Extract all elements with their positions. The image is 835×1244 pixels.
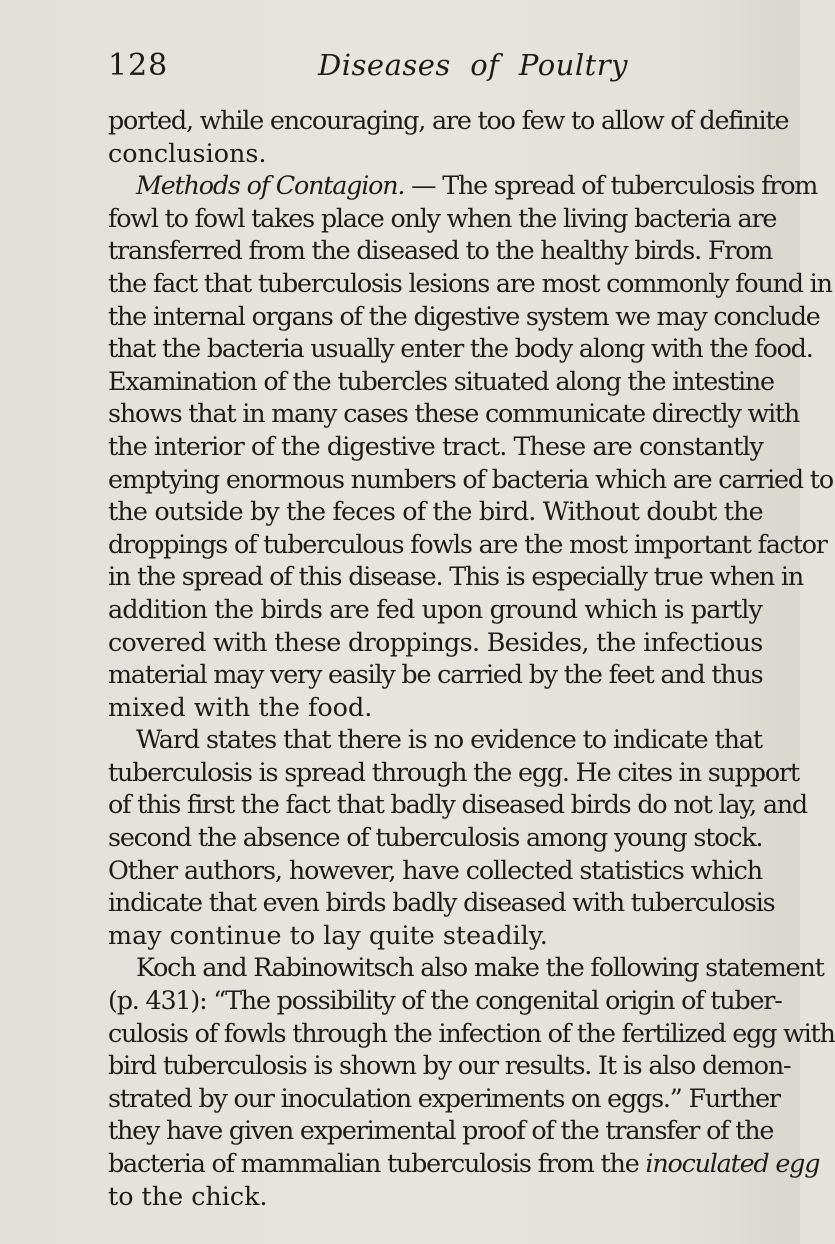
text-line — [108, 332, 813, 365]
line-text: Koch and Rabinowitsch also make the following statement — [136, 952, 824, 983]
line-text: the outside by the feces of the bird. Without doubt the — [108, 496, 763, 527]
line-text: to the chick. — [108, 1180, 268, 1211]
page-header — [108, 48, 708, 92]
text-line — [108, 886, 775, 919]
text-line — [108, 788, 807, 821]
line-text: in the spread of this disease. This is especially true when in — [108, 561, 804, 592]
italic-heading: Methods of Contagion. — [136, 170, 405, 201]
line-text: that the bacteria usually enter the body along with the food. — [108, 333, 813, 364]
line-text: indicate that even birds badly diseased with tuberculosis — [108, 887, 775, 918]
text-line — [108, 854, 762, 887]
line-text: Examination of the tubercles situated along the intestine — [108, 365, 774, 396]
text-line — [108, 267, 832, 300]
line-text: mixed with the food. — [108, 691, 373, 722]
line-text: addition the birds are fed upon ground which is partly — [108, 593, 762, 624]
line-text: shows that in many cases these communicate directly with — [108, 398, 800, 429]
line-text: they have given experimental proof of the transfer of the — [108, 1115, 774, 1146]
page-number: 128 — [108, 48, 169, 83]
line-text: the fact that tuberculosis lesions are most commonly found in — [108, 267, 832, 298]
text-line — [108, 137, 762, 170]
line-text: transferred from the diseased to the healthy birds. From — [108, 235, 773, 266]
line-text: the interior of the digestive tract. These are constantly — [108, 430, 763, 461]
text-line — [108, 756, 799, 789]
text-line — [108, 234, 773, 267]
text-line — [108, 300, 820, 333]
line-text: strated by our inoculation experiments on eggs.” Further — [108, 1082, 780, 1113]
text-line — [108, 1180, 762, 1213]
line-text: material may very easily be carried by the feet and thus — [108, 659, 763, 690]
text-line — [108, 723, 762, 756]
line-text: droppings of tuberculous fowls are the most important factor — [108, 528, 827, 559]
text-line — [108, 821, 762, 854]
text-line — [108, 1017, 835, 1050]
line-text: (p. 431): “The possibility of the congenital origin of tuber- — [108, 985, 782, 1016]
text-line — [108, 397, 800, 430]
line-text: — The spread of tuberculosis from — [404, 170, 818, 201]
text-line — [108, 365, 774, 398]
line-text: bird tuberculosis is shown by our results. It is also demon- — [108, 1050, 791, 1081]
running-title: Diseases of Poultry — [318, 48, 629, 82]
text-line — [108, 495, 762, 528]
line-text: Other authors, however, have collected statistics which — [108, 854, 763, 885]
text-line — [108, 1147, 820, 1180]
line-text: tuberculosis is spread through the egg. He cites in support — [108, 756, 799, 787]
line-text: of this first the fact that badly diseased birds do not lay, and — [108, 789, 807, 820]
text-line — [108, 1114, 774, 1147]
text-line — [108, 528, 827, 561]
text-line — [108, 658, 762, 691]
line-text: bacteria of mammalian tuberculosis from the — [108, 1148, 646, 1178]
text-line — [108, 1049, 791, 1082]
text-line — [108, 691, 762, 724]
text-line — [108, 626, 762, 659]
line-text: culosis of fowls through the infection of the fertilized egg with — [108, 1017, 835, 1048]
text-line — [108, 951, 824, 984]
text-line — [108, 104, 789, 137]
text-line — [108, 919, 762, 952]
text-line — [108, 463, 833, 496]
line-text: covered with these droppings. Besides, the infectious — [108, 626, 763, 657]
body-text — [108, 104, 835, 1212]
line-text: Ward states that there is no evidence to indicate that — [136, 724, 763, 755]
text-line — [108, 169, 818, 202]
line-text: the internal organs of the digestive system we may conclude — [108, 300, 820, 331]
text-line — [108, 430, 762, 463]
text-line — [108, 593, 762, 626]
line-text: ported, while encouraging, are too few to allow of definite — [108, 105, 789, 135]
text-line — [108, 1082, 780, 1115]
text-line — [108, 984, 782, 1017]
italic-phrase: inoculated egg — [645, 1148, 820, 1178]
text-line — [108, 202, 777, 235]
line-text: conclusions. — [108, 137, 267, 168]
line-text: emptying enormous numbers of bacteria which are carried to — [108, 463, 833, 494]
line-text: second the absence of tuberculosis among young stock. — [108, 822, 763, 853]
text-line — [108, 560, 804, 593]
line-text: may continue to lay quite steadily. — [108, 919, 548, 950]
line-text: fowl to fowl takes place only when the living bacteria are — [108, 202, 777, 233]
